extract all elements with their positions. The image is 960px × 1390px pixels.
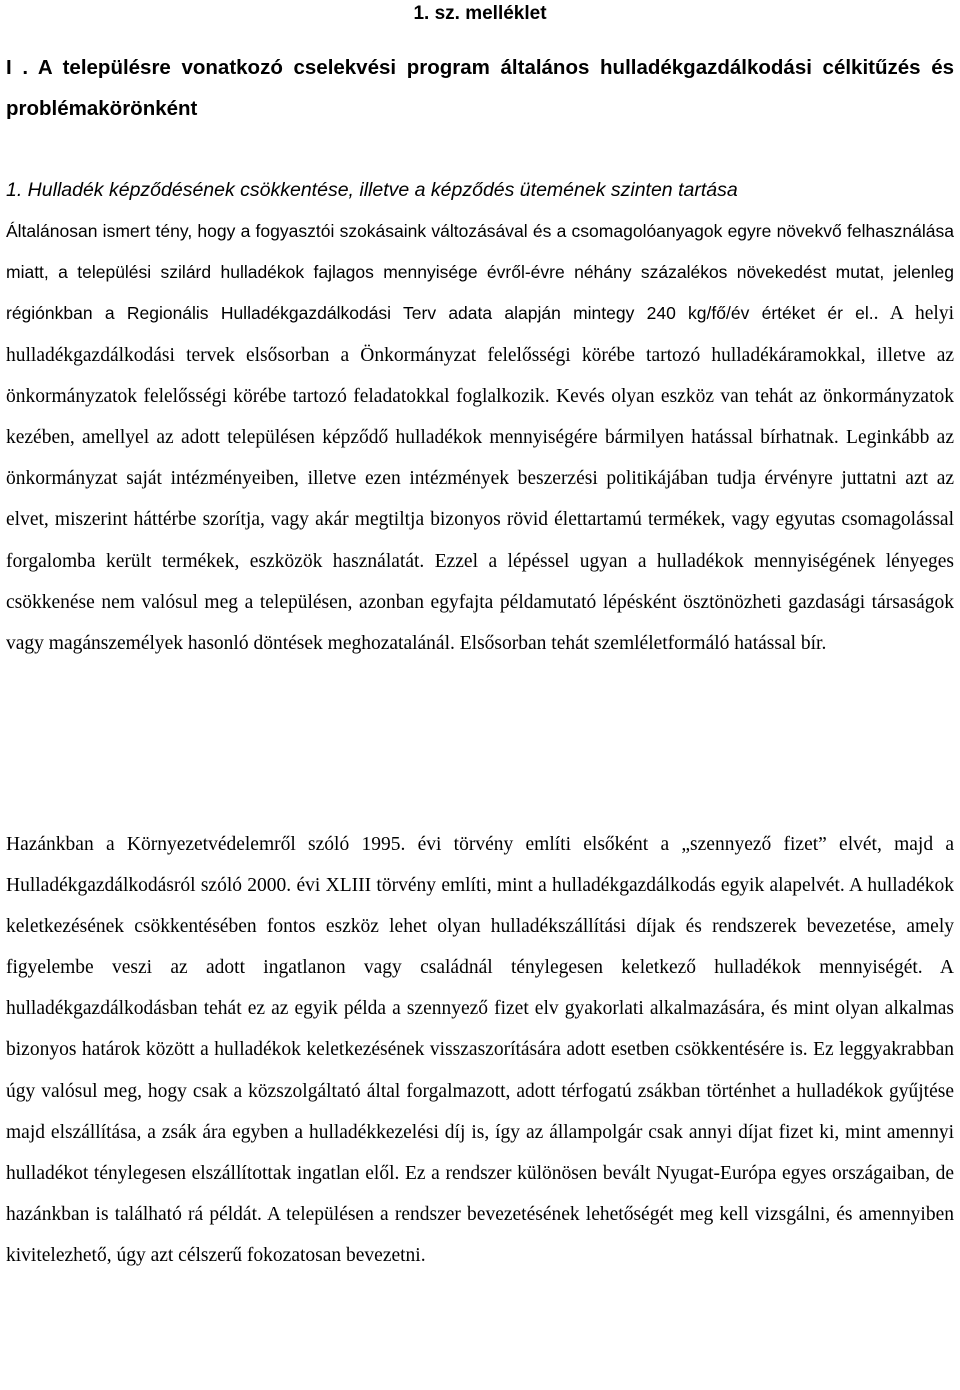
document-title: I . A településre vonatkozó cselekvési program általános hulladékgazdálkodási célkitűzés és problémakörönként — [6, 56, 954, 120]
paragraph-1-part-1: Általánosan ismert tény, hogy a fogyasztói szokásaink változásával és a csomagolóanyagok egyre növekvő felhasználása miatt, a települési szilárd hulladékok fajlagos mennyisége évről-évre néhány százalékos növekedést mutat, jelenleg régiónkban a Regionális Hulladékgazdálkodási Terv adata alapján mintegy 240 kg/fő/év értéket ér el. — [6, 221, 954, 324]
annex-label: 1. sz. melléklet — [413, 3, 547, 24]
paragraph-1 — [6, 211, 954, 664]
paragraph-2: Hazánkban a Környezetvédelemről szóló 1995. évi törvény említi elsőként a „szennyező fizet” elvét, majd a Hulladékgazdálkodásról szóló 2000. évi XLIII törvény említi, mint a hulladékgazdálkodás egyik alapelvét. A hulladékok keletkezésének csökkentésében fontos eszköz lehet olyan hulladékszállítási díjak és rendszerek bevezetése, amely figyelembe veszi az adott ingatlanon vagy családnál ténylegesen keletkező hulladékok mennyiségét. A hulladékgazdálkodásban tehát ez az egyik példa a szennyező fizet elv gyakorlati alkalmazására, és mint olyan alkalmas bizonyos határok között a hulladékok keletkezésének visszaszorítására adott esetben csökkentésére is. Ez leggyakrabban úgy valósul meg, hogy csak a közszolgáltató által forgalmazott, adott térfogatú zsákban történhet a hulladékok gyűjtése majd elszállítása, a zsák ára egyben a hulladékkezelési díj is, így az állampolgár csak annyi díjat fizet ki, mint amennyi hulladékot ténylegesen elszállítottak ingatlan elől. Ez a rendszer különösen bevált Nyugat-Európa egyes országaiban, de hazánkban is található rá példát. A településen a rendszer bevezetésének lehetőségét meg kell vizsgálni, és amennyiben kivitelezhető, úgy azt célszerű fokozatosan bevezetni. — [6, 834, 954, 1266]
section-heading: 1. Hulladék képződésének csökkentése, illetve a képződés ütemének szinten tartása — [6, 179, 738, 201]
paragraph-1-part-2: . A helyi hulladékgazdálkodási tervek elsősorban a Önkormányzat felelősségi körébe tartozó hulladékáramokkal, illetve az önkormányzatok felelősségi körébe tartozó feladatokkal foglalkozik. Kevés olyan eszköz van tehát az önkormányzatok kezében, amellyel az adott településen képződő hulladékok mennyiségére bármilyen hatással bírhatnak. Leginkább az önkormányzat saját intézményeiben, illetve ezen intézmények beszerzési politikájában tudja érvényre juttatni azt az elvet, miszerint háttérbe szorítja, vagy akár megtiltja bizonyos rövid élettartamú termékek, vagy egyutas csomagolással forgalomba került termékek, eszközök használatát. Ezzel a lépéssel ugyan a hulladékok mennyiségének lényeges csökkenése nem valósul meg a településen, azonban egyfajta példamutató lépésként ösztönözheti gazdasági társaságok vagy magánszemélyek hasonló döntések meghozatalánál. Elsősorban tehát szemléletformáló hatással bír. — [6, 303, 954, 655]
